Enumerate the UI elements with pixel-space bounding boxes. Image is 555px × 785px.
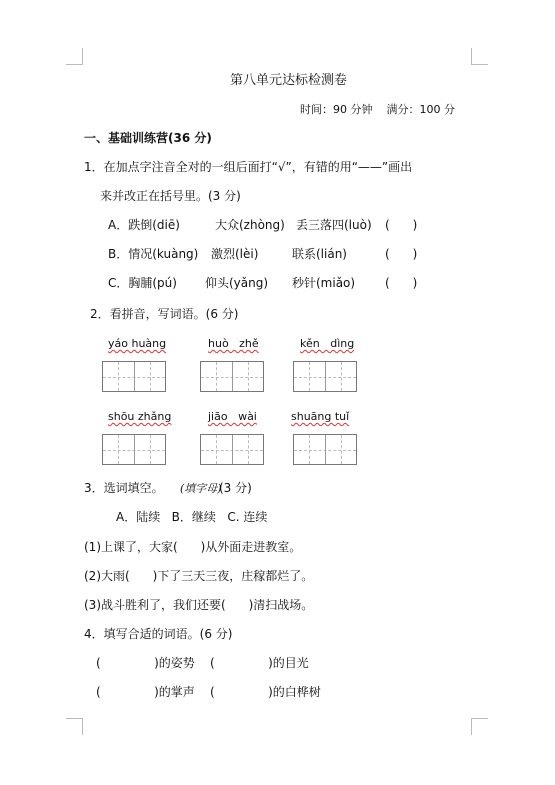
corner-mark-bottom-left xyxy=(66,718,83,735)
section-heading: 一、基础训练营(36 分) xyxy=(84,131,212,145)
writing-grid[interactable] xyxy=(102,434,166,465)
pinyin-label: shōu zhǎng xyxy=(108,410,172,423)
writing-grid[interactable] xyxy=(293,434,357,465)
q1-b-word-1: B．情况(kuàng) xyxy=(108,247,199,261)
q1-c-word-3: 秒针(miǎo) xyxy=(292,276,356,290)
pinyin-label: jiāo wài xyxy=(208,410,257,423)
question-3-points: (3 分) xyxy=(219,481,252,495)
question-1-line-1: 1．在加点字注音全对的一组后面打“√”，有错的用“——”画出 xyxy=(84,160,413,174)
q1-c-answer-blank[interactable]: ( ) xyxy=(385,276,418,290)
page-title: 第八单元达标检测卷 xyxy=(230,73,348,88)
question-3-options: A．陆续 B．继续 C. 连续 xyxy=(116,510,268,524)
writing-grid[interactable] xyxy=(102,361,166,392)
pinyin-label: kěn dìng xyxy=(300,337,355,350)
q1-b-answer-blank[interactable]: ( ) xyxy=(385,247,418,261)
pinyin-label: yáo huàng xyxy=(108,337,167,350)
question-4-blank[interactable]: ( )的姿势 xyxy=(96,656,195,670)
q1-b-word-2: 激烈(lèi) xyxy=(211,247,259,261)
pinyin-label: shuāng tuǐ xyxy=(291,410,350,423)
question-1-line-2: 来并改正在括号里。(3 分) xyxy=(100,189,241,203)
question-4-heading: 4．填写合适的词语。(6 分) xyxy=(84,627,233,641)
q1-a-word-1: A．跌倒(diē) xyxy=(108,218,180,232)
corner-mark-top-left xyxy=(66,48,83,65)
exam-meta: 时间：90 分钟 满分：100 分 xyxy=(300,103,455,116)
q1-a-word-3: 丢三落四(luò) xyxy=(296,218,372,232)
question-3-item-2: (2)大雨( )下了三天三夜，庄稼都烂了。 xyxy=(84,569,314,583)
q1-b-word-3: 联系(lián) xyxy=(292,247,347,261)
writing-grid[interactable] xyxy=(293,361,357,392)
question-3-item-3: (3)战斗胜利了，我们还要( )清扫战场。 xyxy=(84,598,314,612)
q1-a-word-2: 大众(zhòng) xyxy=(215,218,285,232)
question-4-blank[interactable]: ( )的白桦树 xyxy=(210,685,321,699)
q1-a-answer-blank[interactable]: ( ) xyxy=(385,218,418,232)
q1-c-word-2: 仰头(yǎng) xyxy=(205,276,269,290)
writing-grid[interactable] xyxy=(200,361,264,392)
corner-mark-bottom-right xyxy=(471,718,488,735)
writing-grid[interactable] xyxy=(200,434,264,465)
question-4-blank[interactable]: ( )的掌声 xyxy=(96,685,195,699)
question-2-heading: 2．看拼音，写词语。(6 分) xyxy=(90,307,239,321)
question-3-item-1: (1)上课了，大家( )从外面走进教室。 xyxy=(84,540,302,554)
question-3-heading: 3．选词填空。 xyxy=(84,481,164,495)
question-4-blank[interactable]: ( )的目光 xyxy=(210,656,309,670)
handwritten-note: (填字母) xyxy=(180,482,222,495)
q1-c-word-1: C．胸脯(pú) xyxy=(108,276,177,290)
pinyin-label: huò zhě xyxy=(208,337,259,350)
corner-mark-top-right xyxy=(471,48,488,65)
